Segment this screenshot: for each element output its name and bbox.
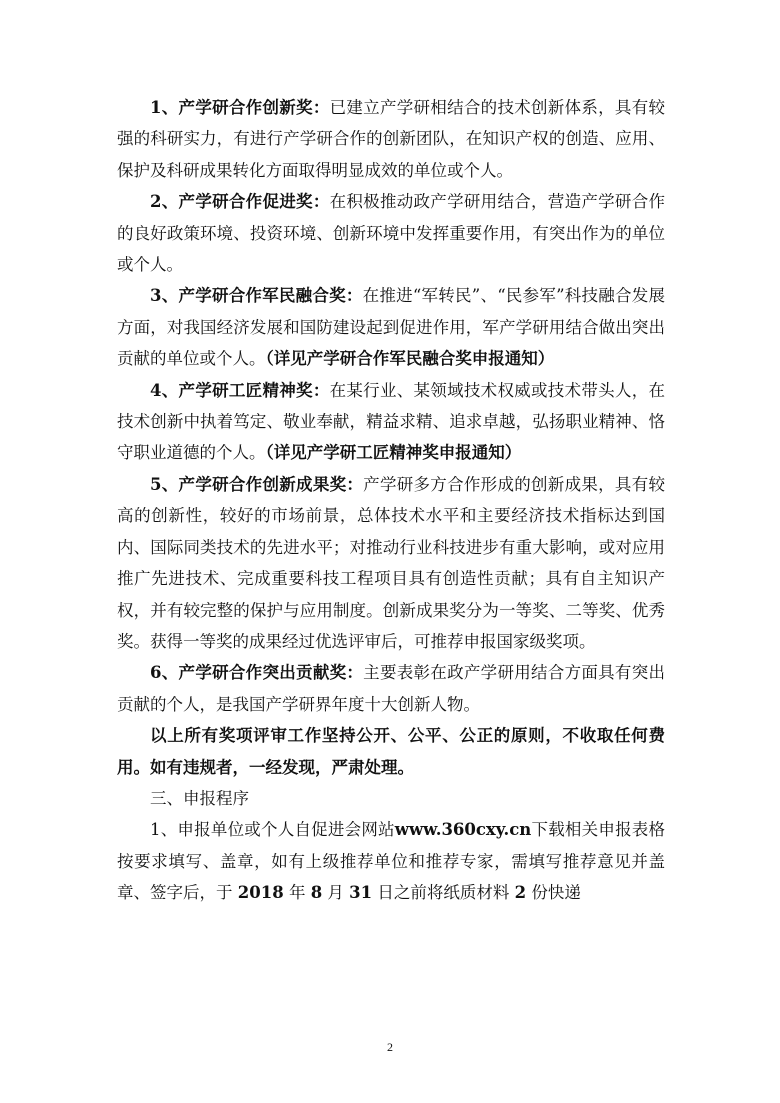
award-text: 产学研多方合作形成的创新成果，具有较高的创新性，较好的市场前景，总体技术水平和主要经济技术指标达到国内、国际同类技术的先进水平；对推动行业科技进步有重大影响，或对应用推广先进技术、完成重要科技工程项目具有创造性贡献；具有自主知识产权，并有较完整的保护与应用制度。创新成果奖分为一等奖、二等奖、优秀奖。获得一等奖的成果经过优选评审后，可推荐申报国家级奖项。 <box>117 474 665 651</box>
section-title: 三、申报程序 <box>150 788 249 808</box>
procedure-text: 份快递 <box>531 883 581 903</box>
page-content <box>117 92 665 909</box>
procedure-paragraph <box>117 814 665 908</box>
award-item-3 <box>117 280 665 374</box>
award-label: 5、产学研合作创新成果奖： <box>150 474 364 494</box>
procedure-text: 1、申报单位或个人自促进会网站 <box>150 820 395 840</box>
award-label: 4、产学研工匠精神奖： <box>150 380 330 400</box>
deadline-day: 31 <box>349 883 373 903</box>
award-item-2 <box>117 186 665 280</box>
award-text: 在某行业、某领域技术权威或技术带头人，在技术创新中执着笃定、敬业奉献，精益求精、追求卓越，弘扬职业精神、恪守职业道德的个人。 <box>117 380 666 463</box>
award-text: 已建立产学研相结合的技术创新体系，具有较强的科研实力，有进行产学研合作的创新团队，在知识产权的创造、应用、保护及科研成果转化方面取得明显成效的单位或个人。 <box>117 98 666 180</box>
award-text: 主要表彰在政产学研用结合方面具有突出贡献的个人，是我国产学研界年度十大创新人物。 <box>117 663 665 714</box>
procedure-text: 日之前将纸质材料 <box>377 883 510 903</box>
award-label: 6、产学研合作突出贡献奖： <box>150 663 364 683</box>
procedure-text: 月 <box>327 883 344 903</box>
procedure-text: 年 <box>288 883 306 903</box>
procedure-text: 下载相关申报表格按要求填写、盖章，如有上级推荐单位和推荐专家，需填写推荐意见并盖章、签字后，于 <box>117 820 665 903</box>
award-label: 3、产学研合作军民融合奖： <box>150 286 363 306</box>
deadline-month: 8 <box>310 883 323 903</box>
page-number: 2 <box>387 1040 393 1054</box>
website-link[interactable]: www.360cxy.cn <box>394 820 532 840</box>
award-note: （详见产学研工匠精神奖申报通知） <box>265 443 522 463</box>
award-note: （详见产学研合作军民融合奖申报通知） <box>265 349 555 369</box>
copies-count: 2 <box>514 883 527 903</box>
award-text: 在推进“军转民”、“民参军”科技融合发展方面，对我国经济发展和国防建设起到促进作用，军产学研用结合做出突出贡献的单位或个人。 <box>117 286 665 369</box>
award-item-5 <box>117 469 665 657</box>
principle-statement: 以上所有奖项评审工作坚持公开、公平、公正的原则，不收取任何费用。如有违规者，一经发现，严肃处理。 <box>117 726 665 777</box>
award-item-6 <box>117 657 665 720</box>
deadline-year: 2018 <box>237 883 284 903</box>
award-item-4 <box>117 375 665 469</box>
award-text: 在积极推动政产学研用结合，营造产学研合作的良好政策环境、投资环境、创新环境中发挥重要作用，有突出作为的单位或个人。 <box>117 192 666 275</box>
award-label: 1、产学研合作创新奖： <box>150 98 330 117</box>
award-item-1 <box>117 92 665 186</box>
award-label: 2、产学研合作促进奖： <box>150 192 330 212</box>
